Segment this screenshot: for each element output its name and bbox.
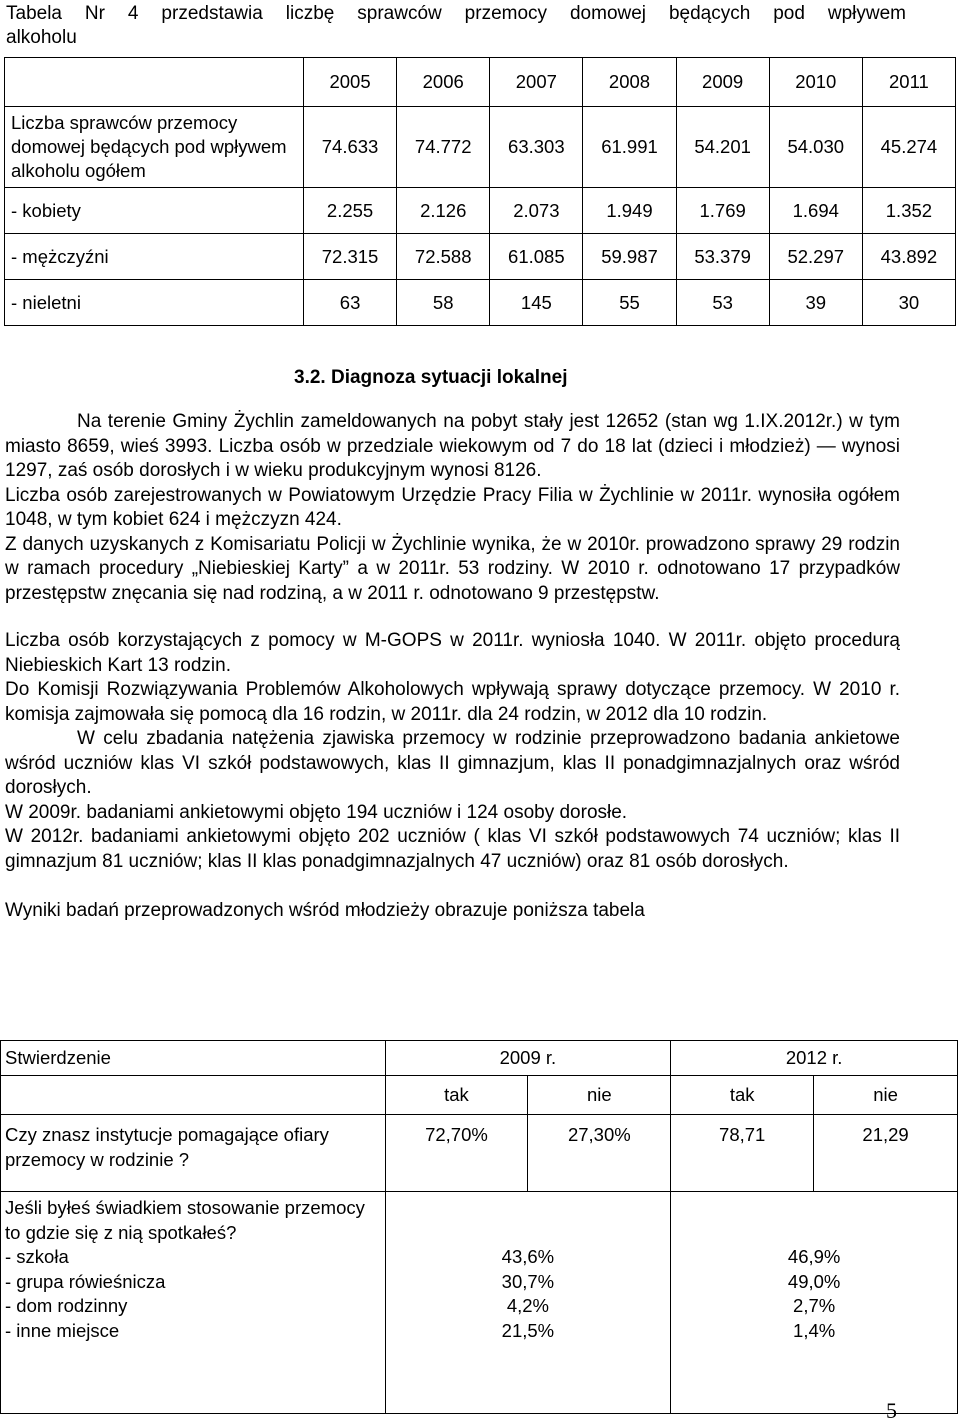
- option-label: - dom rodzinny: [5, 1295, 128, 1316]
- year-header: 2009: [676, 58, 769, 107]
- value-2009: 4,2%: [506, 1295, 549, 1316]
- table-header-row: [5, 58, 956, 107]
- statement-header: Stwierdzenie: [1, 1041, 386, 1076]
- table-cell: 45.274: [862, 107, 955, 188]
- intro-line-2: alkoholu: [6, 27, 77, 48]
- row-label: - kobiety: [5, 188, 304, 234]
- table-cell: 27,30%: [528, 1115, 671, 1192]
- year-header: 2010: [769, 58, 862, 107]
- paragraph: W celu zbadania natężenia zjawiska przemocy w rodzinie przeprowadzono badania ankietowe wśród uczniów klas VI szkół podstawowych, klas II gimnazjum, klas II ponadgimnazjalnych oraz wśród dorosłych.: [5, 728, 900, 798]
- intro-text: [6, 2, 906, 50]
- page-number: 5: [886, 1398, 897, 1423]
- paragraph: Na terenie Gminy Żychlin zameldowanych na pobyt stały jest 12652 (stan wg 1.IX.2012r.) w tym miasto 8659, wieś 3993. Liczba osób w przedziale wiekowym od 7 do 18 lat (dzieci i młodzież) — wynosi 1297, zaś osób dorosłych i w wieku produkcyjnym wynosi 8126.: [5, 411, 900, 481]
- table-row: [5, 234, 956, 280]
- table-row: [1, 1192, 958, 1414]
- table-cell: 43.892: [862, 234, 955, 280]
- no-header: nie: [528, 1076, 671, 1115]
- paragraph: W 2009r. badaniami ankietowymi objęto 194 uczniów i 124 osoby dorosłe.: [5, 801, 628, 823]
- table-cell: 1.694: [769, 188, 862, 234]
- table-cell: 63.303: [490, 107, 583, 188]
- paragraph: Liczba osób zarejestrowanych w Powiatowym Urzędzie Pracy Filia w Żychlinie w 2011r. wynosiła ogółem 1048, w tym kobiet 624 i mężczyzn 424.: [5, 484, 900, 530]
- table-cell: 58: [397, 280, 490, 326]
- table-cell: 61.085: [490, 234, 583, 280]
- year-header: 2006: [397, 58, 490, 107]
- table-cell: 39: [769, 280, 862, 326]
- year-header: 2008: [583, 58, 676, 107]
- table-cell: 78,71: [671, 1115, 814, 1192]
- table-cell: 54.030: [769, 107, 862, 188]
- table-cell: 61.991: [583, 107, 676, 188]
- offenders-table: [4, 57, 956, 326]
- yes-header: tak: [385, 1076, 528, 1115]
- table-cell: 21,29: [814, 1115, 958, 1192]
- table-cell: 74.633: [304, 107, 397, 188]
- table-cell: [1, 1076, 386, 1115]
- table-cell: 59.987: [583, 234, 676, 280]
- table-cell: 53: [676, 280, 769, 326]
- paragraph: W 2012r. badaniami ankietowymi objęto 202 uczniów ( klas VI szkół podstawowych 74 uczniów; klas II gimnazjum 81 uczniów; klas II klas ponadgimnazjalnych 47 uczniów) oraz 81 osób dorosłych.: [5, 826, 900, 872]
- value-2009: 21,5%: [501, 1319, 555, 1341]
- value-2009: 30,7%: [501, 1270, 555, 1292]
- table-cell: 72,70%: [385, 1115, 528, 1192]
- row-label: Liczba sprawców przemocy domowej będących pod wpływem alkoholu ogółem: [5, 107, 304, 188]
- paragraph: Z danych uzyskanych z Komisariatu Policji w Żychlinie wynika, że w 2010r. prowadzono sprawy 29 rodzin w ramach procedury „Niebieskiej Karty” a w 2011r. 53 rodziny. W 2010 r. odnotowano 17 przypadków przestępstw znęcania się nad rodziną, a w 2011 r. odnotowano 9 przestępstw.: [5, 533, 900, 604]
- value-2012: 46,9%: [787, 1246, 841, 1267]
- table-cell: 2.255: [304, 188, 397, 234]
- intro-line-1: Tabela Nr 4 przedstawia liczbę sprawców przemocy domowej będących pod wpływem: [6, 3, 906, 24]
- paragraph: Liczba osób korzystających z pomocy w M-GOPS w 2011r. wyniosła 1040. W 2011r. objęto procedurą Niebieskich Kart 13 rodzin.: [5, 630, 900, 676]
- year-header: 2005: [304, 58, 397, 107]
- table-cell: 1.769: [676, 188, 769, 234]
- option-label: - grupa rówieśnicza: [5, 1270, 166, 1292]
- body-text: [5, 410, 900, 924]
- table-row: [1, 1115, 958, 1192]
- table-cell: 52.297: [769, 234, 862, 280]
- year-header: 2012 r.: [671, 1041, 958, 1076]
- question-text: Jeśli byłeś świadkiem stosowanie przemocy to gdzie się z nią spotkałeś?: [5, 1197, 365, 1243]
- table-cell: 53.379: [676, 234, 769, 280]
- table-row: [5, 107, 956, 188]
- paragraph: Do Komisji Rozwiązywania Problemów Alkoholowych wpływają sprawy dotyczące przemocy. W 2010 r. komisja zajmowała się pomocą dla 16 rodzin, w 2011r. dla 24 rodzin, w 2012 dla 10 rodzin.: [5, 679, 900, 725]
- table-caption: Wyniki badań przeprowadzonych wśród młodzieży obrazuje poniższa tabela: [5, 900, 645, 921]
- value-2012: 1,4%: [793, 1319, 836, 1341]
- table-cell: 1.949: [583, 188, 676, 234]
- year-header: 2009 r.: [385, 1041, 671, 1076]
- value-2012: 2,7%: [793, 1295, 836, 1316]
- table-cell: 54.201: [676, 107, 769, 188]
- option-label: - szkoła: [5, 1246, 69, 1267]
- table-cell: 2.126: [397, 188, 490, 234]
- value-2012: 49,0%: [787, 1270, 841, 1292]
- table-row: [5, 188, 956, 234]
- table-cell: [385, 1192, 671, 1414]
- table-cell: 55: [583, 280, 676, 326]
- question-cell: Czy znasz instytucje pomagające ofiary przemocy w rodzinie ?: [1, 1115, 386, 1192]
- option-label: - inne miejsce: [5, 1319, 120, 1341]
- question-cell: [1, 1192, 386, 1414]
- row-label: - mężczyźni: [5, 234, 304, 280]
- table-cell: 1.352: [862, 188, 955, 234]
- no-header: nie: [814, 1076, 958, 1115]
- yes-header: tak: [671, 1076, 814, 1115]
- year-header: 2011: [862, 58, 955, 107]
- table-row: [5, 280, 956, 326]
- value-2009: 43,6%: [501, 1246, 555, 1267]
- section-title: 3.2. Diagnoza sytuacji lokalnej: [294, 367, 568, 388]
- table-corner-cell: [5, 58, 304, 107]
- table-header-row: [1, 1041, 958, 1076]
- table-cell: 30: [862, 280, 955, 326]
- table-cell: 72.315: [304, 234, 397, 280]
- table-cell: 145: [490, 280, 583, 326]
- survey-table: [0, 1040, 958, 1414]
- table-header-row: [1, 1076, 958, 1115]
- year-header: 2007: [490, 58, 583, 107]
- table-cell: [671, 1192, 958, 1414]
- table-cell: 72.588: [397, 234, 490, 280]
- row-label: - nieletni: [5, 280, 304, 326]
- table-cell: 74.772: [397, 107, 490, 188]
- table-cell: 2.073: [490, 188, 583, 234]
- table-cell: 63: [304, 280, 397, 326]
